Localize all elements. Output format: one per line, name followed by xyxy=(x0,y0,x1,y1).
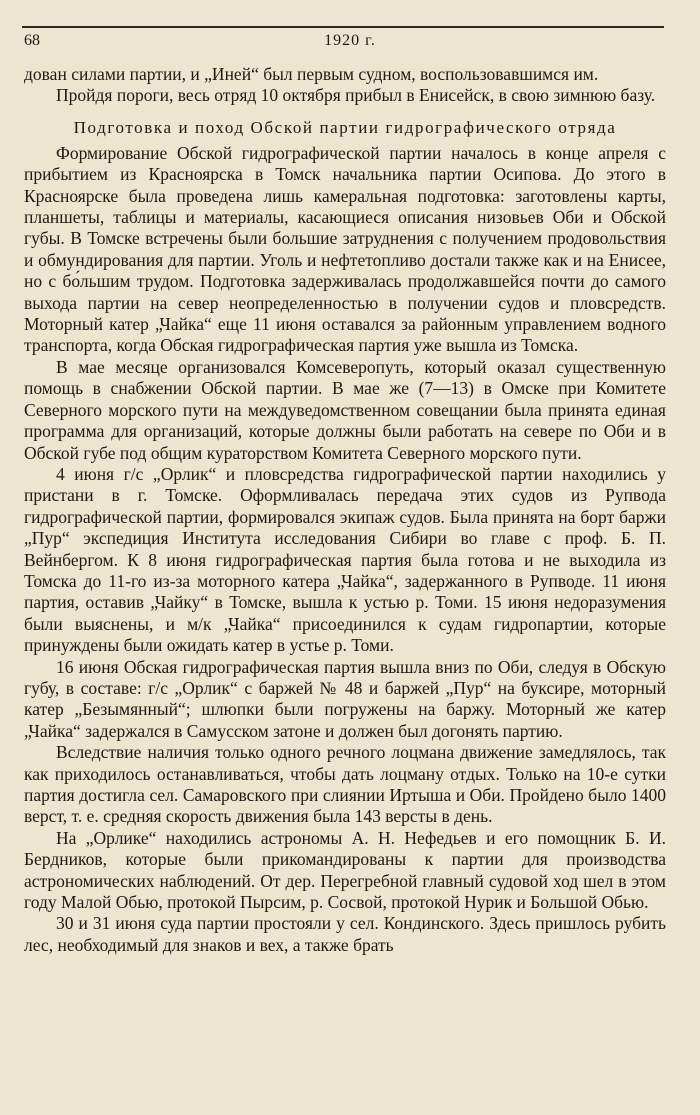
paragraph: На „Орлике“ находились астрономы А. Н. Нефедьев и его помощник Б. И. Бердников, которые были прикомандированы к партии для производства астрономических наблюдений. От дер. Перегребной главный судовой ход шел в этом году Малой Обью, протокой Пырсим, р. Сосвой, протокой Нурик и Большой Обью. xyxy=(24,827,666,913)
paragraph: Пройдя пороги, весь отряд 10 октября прибыл в Енисейск, в свою зимнюю базу. xyxy=(56,85,656,106)
header-rule xyxy=(22,26,664,28)
paragraph: 16 июня Обская гидрографическая партия вышла вниз по Оби, следуя в Обскую губу, в составе: г/с „Орлик“ с баржей № 48 и баржей „Пур“ на буксире, моторный катер „Безымянный“; шлюпки были погружены на баржу. Моторный же катер „Чайка“ задержался в Самусском затоне и должен был догонять партию. xyxy=(24,656,666,741)
paragraph: Вследствие наличия только одного речного лоцмана движение замедлялось, так как приходилось останавливаться, чтобы дать лоцману отдых. Только на 10-е сутки партия достигла сел. Самаровского при слиянии Иртыша и Оби. Пройдено было 1400 верст, т. е. средняя скорость движения была 143 версты в день. xyxy=(24,742,666,827)
paragraph: 4 июня г/с „Орлик“ и пловсредства гидрографической партии находились у пристани в г. Томске. Оформливалась передача этих судов из Рупвода гидрографической партии, формировался экипаж судов. Была принята на борт баржи „Пур“ экспедиция Института исследования Сибири во главе с проф. Б. П. Вейнбергом. К 8 июня гидрографическая партия была готова и не выходила из Томска до 11-го из-за моторного катера „Чайка“, задержанного в Рупводе. 11 июня партия, оставив „Чайку“ в Томске, вышла к устью р. Томи. 15 июня недоразумения были выяснены, и м/к „Чайка“ присоединился к судам гидропартии, которые принуждены были ожидать катер в устье р. Томи. xyxy=(24,463,666,656)
paragraph: В мае месяце организовался Комсеверопуть, который оказал существенную помощь в снабжении Обской партии. В мае же (7—13) в Омске при Комитете Северного морского пути на междуведомственном совещании была принята единая программа для организаций, которые должны были работать на севере по Оби и в Обской губе под общим кураторством Комитета Северного морского пути. xyxy=(24,356,666,463)
paragraph: 30 и 31 июня суда партии простояли у сел. Кондинского. Здесь пришлось рубить лес, необходимый для знаков и вех, а также брать xyxy=(24,913,666,955)
section-heading: Подготовка и поход Обской партии гидрографического отряда xyxy=(73,117,617,137)
body-text xyxy=(24,64,666,956)
paragraph: Формирование Обской гидрографической партии началось в конце апреля с прибытием из Красноярска в Томск начальника партии Осипова. До этого в Красноярске была проведена лишь камеральная подготовка: заготовлены карты, планшеты, таблицы и материалы, касающиеся описания низовьев Оби и Обской губы. В Томске встречены были большие затруднения с получением продовольствия и обмундирования для партии. Уголь и нефтетопливо достали также как и на Енисее, но с бо́льшим трудом. Подготовка задерживалась продолжавшейся почти до самого выхода партии на север неопределенностью в получении судов и пловсредств. Моторный катер „Чайка“ еще 11 июня оставался за районным управлением водного транспорта, когда Обская гидрографическая партия уже вышла из Томска. xyxy=(24,142,666,356)
page-number: 68 xyxy=(24,32,40,49)
running-head: 1920 г. xyxy=(324,32,376,49)
paragraph: дован силами партии, и „Иней“ был первым судном, воспользовавшимся им. xyxy=(24,64,599,84)
